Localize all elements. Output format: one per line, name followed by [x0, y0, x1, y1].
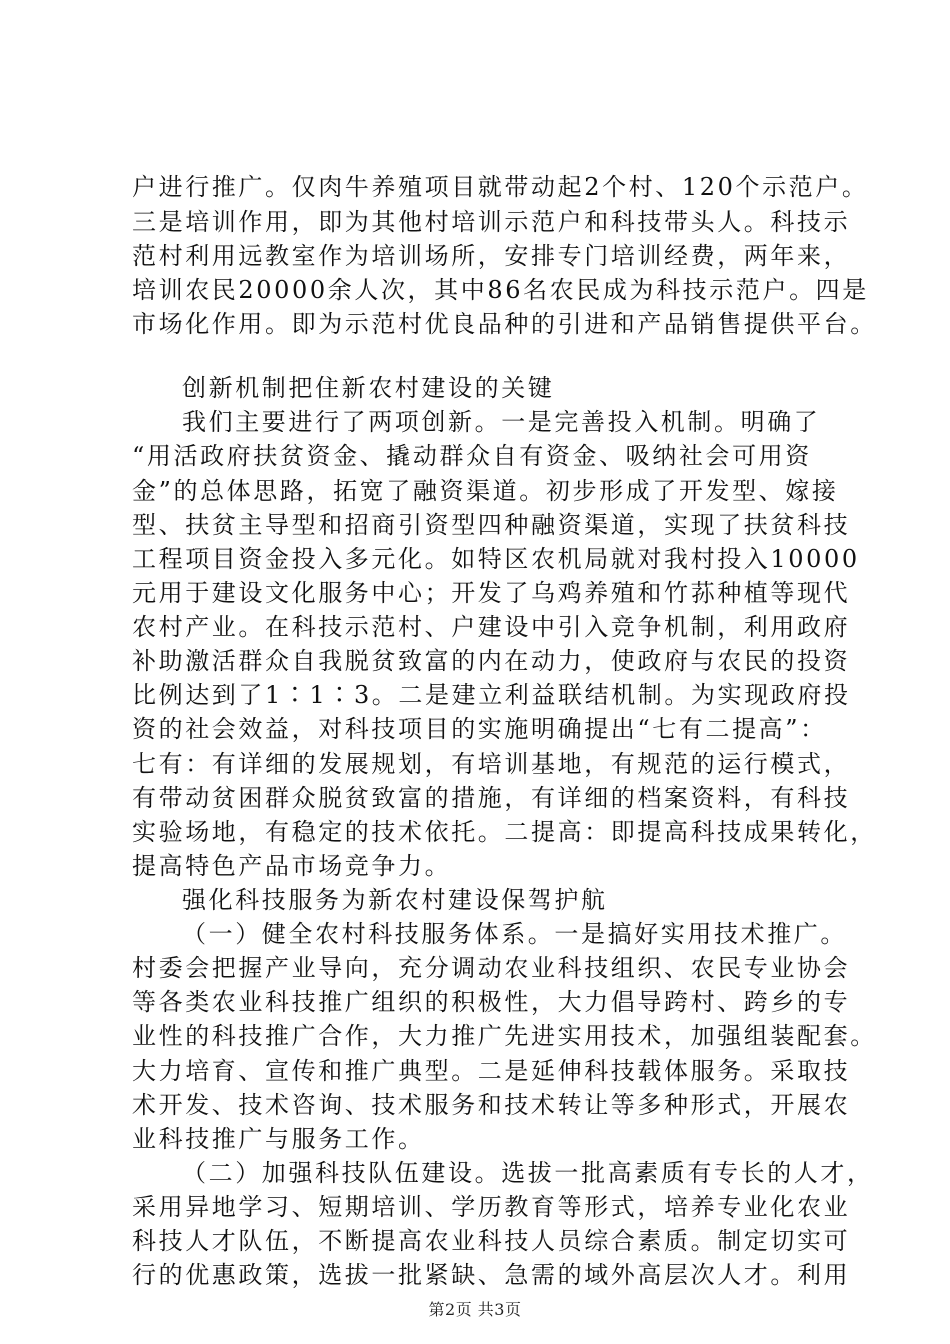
body-text-line: 等各类农业科技推广组织的积极性，大力倡导跨村、跨乡的专: [132, 988, 851, 1016]
page-number-footer: 第2页 共3页: [428, 1300, 522, 1319]
body-text-line: 业性的科技推广合作，大力推广先进实用技术，加强组装配套。: [132, 1022, 877, 1050]
body-text-line: 工程项目资金投入多元化。如特区农机局就对我村投入10000: [132, 545, 860, 573]
body-text-line: 补助激活群众自我脱贫致富的内在动力，使政府与农民的投资: [132, 647, 851, 675]
body-text-line: 有带动贫困群众脱贫致富的措施，有详细的档案资料，有科技: [132, 784, 851, 812]
body-text-line: 范村利用远教室作为培训场所，安排专门培训经费，两年来，: [132, 242, 851, 270]
body-text-line: 资的社会效益，对科技项目的实施明确提出“七有二提高”：: [132, 715, 827, 743]
body-text-line: 农村产业。在科技示范村、户建设中引入竞争机制，利用政府: [132, 613, 851, 641]
body-text-line: 科技人才队伍，不断提高农业科技人员综合素质。制定切实可: [132, 1227, 851, 1255]
body-text-line: 市场化作用。即为示范村优良品种的引进和产品销售提供平台。: [132, 310, 877, 338]
body-text-line: 培训农民20000余人次，其中86名农民成为科技示范户。四是: [132, 276, 869, 304]
body-text-line: 业科技推广与服务工作。: [132, 1125, 425, 1153]
body-text-line: 七有：有详细的发展规划，有培训基地，有规范的运行模式，: [132, 750, 851, 778]
body-text-line: 采用异地学习、短期培训、学历教育等形式，培养专业化农业: [132, 1193, 851, 1221]
body-text-line: 术开发、技术咨询、技术服务和技术转让等多种形式，开展农: [132, 1091, 851, 1119]
body-text-line: 实验场地，有稳定的技术依托。二提高：即提高科技成果转化，: [132, 818, 877, 846]
body-text-line: 金”的总体思路，拓宽了融资渠道。初步形成了开发型、嫁接: [132, 477, 839, 505]
body-text-line: 大力培育、宣传和推广典型。二是延伸科技载体服务。采取技: [132, 1057, 851, 1085]
body-text-line: （一）健全农村科技服务体系。一是搞好实用技术推广。: [182, 920, 847, 948]
section-heading: 强化科技服务为新农村建设保驾护航: [182, 886, 608, 914]
body-text-line: 提高特色产品市场竞争力。: [132, 852, 452, 880]
body-text-line: （二）加强科技队伍建设。选拔一批高素质有专长的人才，: [182, 1159, 874, 1187]
body-text-line: 元用于建设文化服务中心；开发了乌鸡养殖和竹荪种植等现代: [132, 579, 851, 607]
body-text-line: 三是培训作用，即为其他村培训示范户和科技带头人。科技示: [132, 208, 851, 236]
body-text-line: 村委会把握产业导向，充分调动农业科技组织、农民专业协会: [132, 954, 851, 982]
body-text-line: 户进行推广。仅肉牛养殖项目就带动起2个村、120个示范户。: [132, 173, 869, 201]
body-text-line: 我们主要进行了两项创新。一是完善投入机制。明确了: [182, 408, 821, 436]
section-heading: 创新机制把住新农村建设的关键: [182, 374, 555, 402]
body-text-line: 型、扶贫主导型和招商引资型四种融资渠道，实现了扶贫科技: [132, 511, 851, 539]
body-text-line: 行的优惠政策，选拔一批紧缺、急需的域外高层次人才。利用: [132, 1261, 851, 1289]
body-text-line: “用活政府扶贫资金、撬动群众自有资金、吸纳社会可用资: [132, 442, 812, 470]
body-text-line: 比例达到了1∶1∶3。二是建立利益联结机制。为实现政府投: [132, 681, 851, 709]
